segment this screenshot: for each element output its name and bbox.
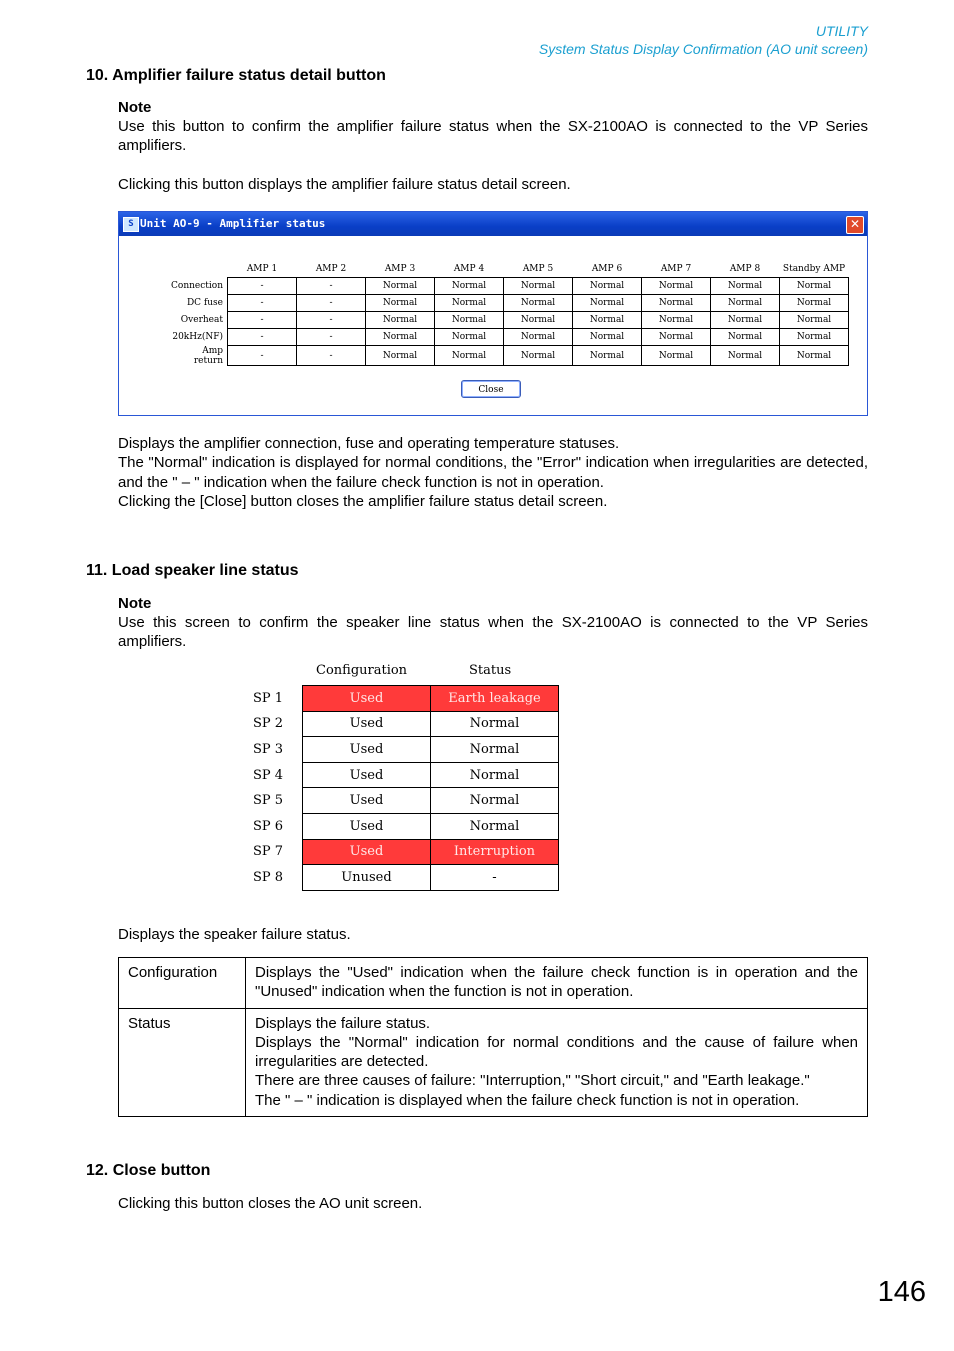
- amp-column-header: AMP 3: [384, 263, 416, 274]
- amp-status-cell: Normal: [504, 312, 573, 329]
- speaker-status: Earth leakage: [431, 686, 559, 712]
- speaker-row: [248, 865, 559, 891]
- amp-status-cell: -: [297, 329, 366, 346]
- amp-status-cell: Normal: [573, 278, 642, 295]
- desc-line: Clicking the [Close] button closes the amplifier failure status detail screen.: [118, 492, 608, 510]
- amp-status-cell: Normal: [435, 278, 504, 295]
- speaker-row: [248, 788, 559, 814]
- amp-status-cell: -: [228, 295, 297, 312]
- close-icon[interactable]: ✕: [846, 216, 864, 234]
- speaker-label: SP 5: [253, 793, 284, 809]
- amp-status-cell: Normal: [711, 346, 780, 366]
- definition-term: Configuration: [119, 958, 246, 1009]
- definition-text: [246, 1008, 868, 1116]
- amp-status-cell: Normal: [642, 312, 711, 329]
- speaker-row: [248, 711, 559, 737]
- amp-status-cell: Normal: [573, 295, 642, 312]
- close-button[interactable]: Close: [461, 380, 521, 398]
- amp-status-cell: Normal: [366, 278, 435, 295]
- amp-column-header: AMP 5: [522, 263, 554, 274]
- amp-status-row: [171, 278, 849, 295]
- speaker-status: Normal: [431, 813, 559, 839]
- speaker-row: [248, 813, 559, 839]
- amp-row-label: Overheat: [180, 315, 223, 325]
- amp-status-cell: Normal: [642, 278, 711, 295]
- app-icon: S: [123, 217, 139, 232]
- speaker-configuration: Used: [303, 788, 431, 814]
- definition-row: [119, 958, 868, 1009]
- row-header-spacer: [171, 260, 228, 278]
- amp-status-cell: Normal: [504, 278, 573, 295]
- speaker-configuration: Used: [303, 711, 431, 737]
- amp-status-row: [171, 312, 849, 329]
- amp-status-cell: Normal: [780, 295, 849, 312]
- section-10-title: 10. Amplifier failure status detail button: [86, 67, 386, 84]
- speaker-configuration: Used: [303, 839, 431, 865]
- page-number: 146: [877, 1276, 926, 1308]
- speaker-label: SP 7: [253, 844, 284, 860]
- amp-column-header: Standby AMP: [782, 263, 846, 274]
- amp-status-cell: Normal: [366, 312, 435, 329]
- speaker-status: Normal: [431, 737, 559, 763]
- speaker-row: [248, 762, 559, 788]
- section-10-note-label: Note: [118, 99, 152, 116]
- amp-status-cell: Normal: [504, 295, 573, 312]
- amp-column-header: AMP 1: [246, 263, 278, 274]
- speaker-caption: Displays the speaker failure status.: [118, 926, 351, 943]
- definition-term: Status: [119, 1008, 246, 1116]
- definition-line: Displays the failure status.: [255, 1014, 431, 1032]
- amp-status-cell: Normal: [780, 312, 849, 329]
- status-header: Status: [469, 663, 512, 678]
- speaker-status: Normal: [431, 762, 559, 788]
- speaker-configuration: Used: [303, 762, 431, 788]
- speaker-label: SP 6: [253, 818, 284, 834]
- amp-row-label: DC fuse: [186, 298, 223, 308]
- amp-status-row: [171, 346, 849, 366]
- amp-status-cell: Normal: [435, 295, 504, 312]
- speaker-label: SP 4: [253, 767, 284, 783]
- amp-column-header: AMP 6: [591, 263, 623, 274]
- definition-table: [118, 957, 868, 1117]
- amp-row-label: Connection: [171, 281, 223, 291]
- speaker-configuration: Used: [303, 813, 431, 839]
- section-10-note-text: Use this button to confirm the amplifier failure status when the SX-2100AO is connected to the VP Series amplifiers.: [118, 118, 868, 155]
- amp-column-header: AMP 2: [315, 263, 347, 274]
- speaker-status: Normal: [431, 711, 559, 737]
- amp-status-cell: Normal: [435, 312, 504, 329]
- section-10-description: [118, 434, 868, 511]
- definition-line: Displays the "Normal" indication for normal conditions and the cause of failure when irregularities are detected.: [255, 1033, 858, 1071]
- header-section: System Status Display Confirmation (AO unit screen): [538, 41, 868, 57]
- speaker-row: [248, 839, 559, 865]
- amp-status-cell: -: [228, 312, 297, 329]
- running-header: [539, 22, 868, 58]
- amp-status-cell: -: [297, 346, 366, 366]
- amp-status-cell: Normal: [573, 312, 642, 329]
- speaker-status-table: [248, 685, 559, 891]
- amp-column-header: AMP 4: [453, 263, 485, 274]
- amp-status-cell: -: [228, 329, 297, 346]
- amp-column-header: AMP 8: [729, 263, 761, 274]
- amp-status-cell: Normal: [642, 329, 711, 346]
- section-10-intro: Clicking this button displays the amplifier failure status detail screen.: [118, 176, 571, 193]
- section-12-title: 12. Close button: [86, 1162, 211, 1179]
- amp-status-cell: -: [297, 312, 366, 329]
- amp-status-cell: Normal: [435, 329, 504, 346]
- amp-status-cell: Normal: [780, 346, 849, 366]
- amp-status-cell: -: [297, 295, 366, 312]
- amp-status-cell: Normal: [711, 312, 780, 329]
- amplifier-status-table: [171, 260, 849, 366]
- definition-line: Displays the "Used" indication when the failure check function is in operation and the "Unused" indication when the function is not in operation.: [255, 964, 858, 1001]
- amp-status-cell: Normal: [504, 346, 573, 366]
- speaker-label: SP 2: [253, 716, 284, 732]
- speaker-label: SP 1: [253, 690, 284, 706]
- amp-status-cell: Normal: [711, 329, 780, 346]
- amp-status-cell: Normal: [573, 346, 642, 366]
- amp-status-cell: Normal: [366, 346, 435, 366]
- amp-status-row: [171, 295, 849, 312]
- speaker-status: Normal: [431, 788, 559, 814]
- speaker-label: SP 8: [253, 869, 284, 885]
- speaker-configuration: Unused: [303, 865, 431, 891]
- speaker-configuration: Used: [303, 686, 431, 712]
- amp-status-cell: Normal: [780, 329, 849, 346]
- section-12-text: Clicking this button closes the AO unit screen.: [118, 1195, 423, 1212]
- amp-status-cell: Normal: [642, 295, 711, 312]
- amp-status-cell: -: [228, 346, 297, 366]
- configuration-header: Configuration: [316, 663, 408, 678]
- amp-status-cell: -: [297, 278, 366, 295]
- dialog-titlebar[interactable]: [119, 212, 867, 236]
- definition-line: The " – " indication is displayed when the failure check function is not in operation.: [255, 1091, 800, 1109]
- amp-status-cell: Normal: [504, 329, 573, 346]
- speaker-status: Interruption: [431, 839, 559, 865]
- section-11-note-label: Note: [118, 595, 152, 612]
- definition-line: There are three causes of failure: "Interruption," "Short circuit," and "Earth leakage.": [255, 1072, 810, 1090]
- amp-status-cell: Normal: [711, 278, 780, 295]
- amp-status-cell: Normal: [573, 329, 642, 346]
- amp-status-cell: -: [228, 278, 297, 295]
- speaker-configuration: Used: [303, 737, 431, 763]
- section-11-title: 11. Load speaker line status: [86, 562, 299, 579]
- speaker-status: -: [431, 865, 559, 891]
- amp-column-header: AMP 7: [660, 263, 692, 274]
- desc-line: Displays the amplifier connection, fuse and operating temperature statuses.: [118, 435, 620, 452]
- amp-status-cell: Normal: [780, 278, 849, 295]
- header-chapter: UTILITY: [815, 23, 868, 39]
- dialog-title: Unit AO-9 - Amplifier status: [140, 217, 326, 230]
- speaker-row: [248, 686, 559, 712]
- amp-status-cell: Normal: [711, 295, 780, 312]
- desc-line: The "Normal" indication is displayed for normal conditions, the "Error" indication when irregularities are detected, and the " – " indication when the failure check function is not in operation.: [118, 454, 868, 491]
- amp-status-cell: Normal: [435, 346, 504, 366]
- amp-status-cell: Normal: [366, 329, 435, 346]
- definition-text: [246, 958, 868, 1009]
- amp-row-label: 20kHz(NF): [172, 332, 223, 342]
- speaker-row: [248, 737, 559, 763]
- amp-status-cell: Normal: [642, 346, 711, 366]
- amplifier-status-dialog: [118, 211, 868, 416]
- amp-status-row: [171, 329, 849, 346]
- section-11-note-text: Use this screen to confirm the speaker line status when the SX-2100AO is connected to the VP Series amplifiers.: [118, 614, 868, 651]
- amp-row-label: Amp return: [193, 345, 223, 366]
- amp-status-cell: Normal: [366, 295, 435, 312]
- speaker-label: SP 3: [253, 741, 284, 757]
- definition-row: [119, 1008, 868, 1116]
